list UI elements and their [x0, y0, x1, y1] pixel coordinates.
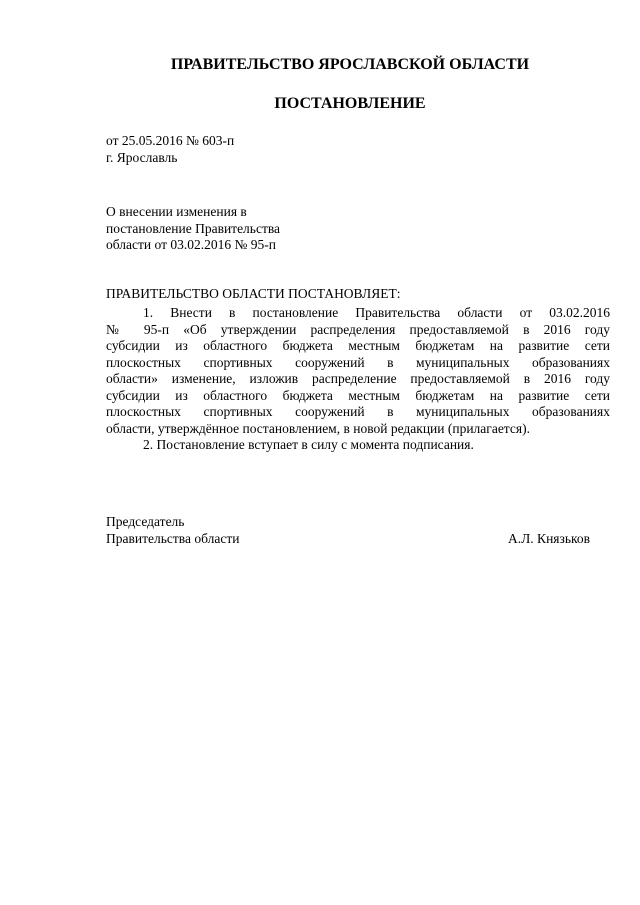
- signature-block: [106, 514, 590, 547]
- preamble: ПРАВИТЕЛЬСТВО ОБЛАСТИ ПОСТАНОВЛЯЕТ:: [106, 286, 401, 301]
- document-subject: [106, 204, 610, 254]
- date-number: от 25.05.2016 № 603-п: [106, 133, 235, 148]
- paragraph-1-line: области» изменение, изложив распределение предоставляемой в 2016 году: [106, 371, 610, 386]
- subject-line: постановление Правительства: [106, 220, 281, 236]
- paragraph-1-line: плоскостных спортивных сооружений в муниципальных образованиях: [106, 404, 610, 419]
- paragraph-1-line: 1. Внести в постановление Правительства области от 03.02.2016: [143, 305, 610, 320]
- document-meta: [106, 133, 610, 166]
- signer-name: А.Л. Князьков: [508, 530, 590, 546]
- city: г. Ярославль: [106, 149, 178, 165]
- paragraph-1-line: субсидии из областного бюджета местным бюджетам на развитие сети: [106, 338, 610, 353]
- paragraph-1-line: субсидии из областного бюджета местным бюджетам на развитие сети: [106, 387, 610, 403]
- document-body: [106, 305, 610, 454]
- signer-position: Председатель: [106, 514, 185, 529]
- paragraph-1-line: № 95-п «Об утверждении распределения предоставляемой в 2016 году: [106, 321, 610, 337]
- paragraph-1-line: области, утверждённое постановлением, в новой редакции (прилагается).: [106, 420, 530, 436]
- signer-position: Правительства области: [106, 530, 240, 546]
- paragraph-1-line: плоскостных спортивных сооружений в муниципальных образованиях: [106, 354, 610, 370]
- paragraph-2: 2. Постановление вступает в силу с момента подписания.: [143, 437, 474, 452]
- document-type-title: ПОСТАНОВЛЕНИЕ: [274, 95, 426, 112]
- government-title: ПРАВИТЕЛЬСТВО ЯРОСЛАВСКОЙ ОБЛАСТИ: [170, 56, 530, 73]
- subject-line: О внесении изменения в: [106, 204, 247, 219]
- subject-line: области от 03.02.2016 № 95-п: [106, 237, 276, 252]
